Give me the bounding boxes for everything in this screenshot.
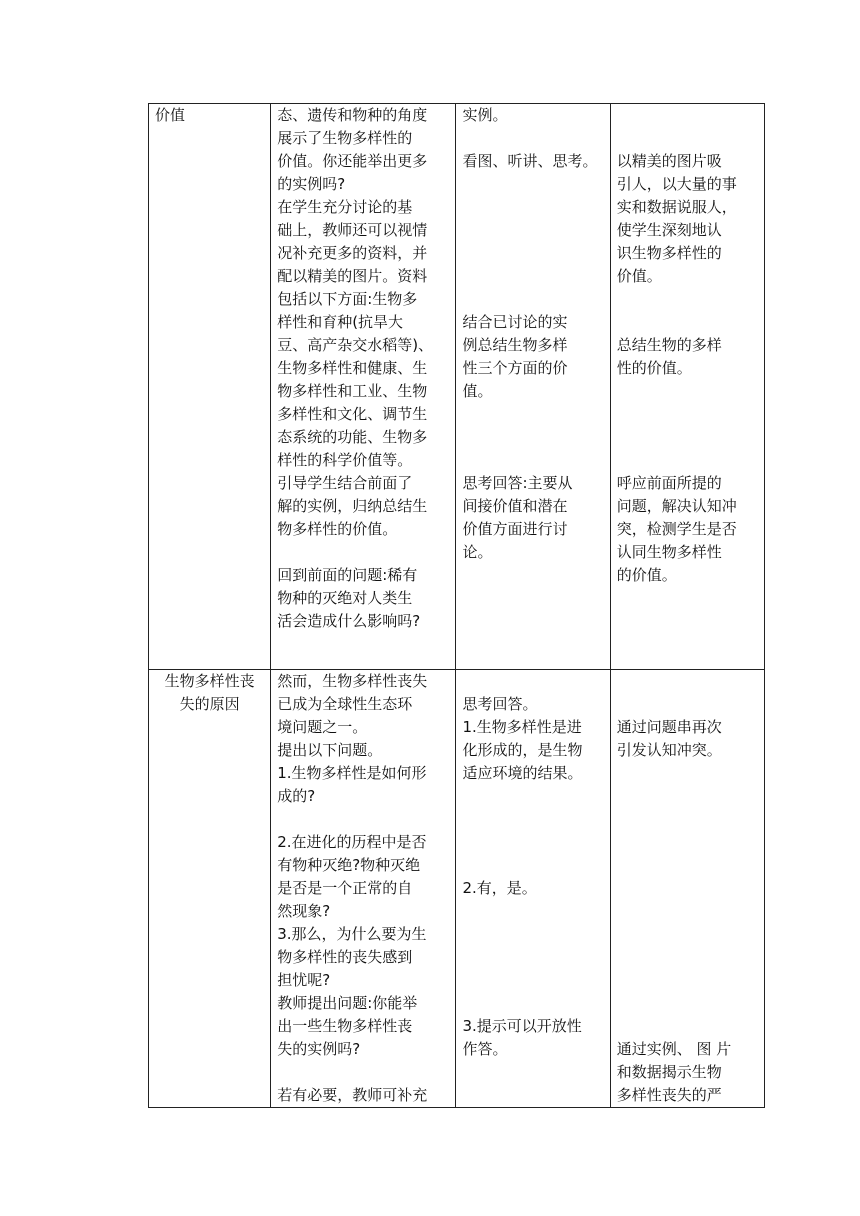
cell-text-line: 1.生物多样性是如何形 — [277, 764, 427, 782]
cell-text-line — [617, 104, 758, 127]
cell-text-line: 间接价值和潜在 — [462, 497, 568, 515]
cell-text-line: 实和数据说服人， — [616, 198, 737, 216]
cell-text-line — [462, 449, 603, 472]
cell-text-line — [462, 969, 603, 992]
cell-text-line: 1.生物多样性是进 — [462, 718, 582, 736]
cell-text-line — [617, 946, 758, 969]
cell-text-line: 引发认知冲突。 — [616, 741, 722, 759]
cell-text-line — [617, 288, 758, 311]
cell-text-line — [462, 808, 603, 831]
cell-text-line — [462, 288, 603, 311]
cell-text-line — [617, 380, 758, 403]
cell-text-line: 出一些生物多样性丧 — [277, 1017, 413, 1035]
cell-text-line: 失的实例吗? — [277, 1040, 361, 1058]
cell-text-line — [617, 426, 758, 449]
cell-text-line: 础上，教师还可以视情 — [277, 221, 428, 239]
cell-text-line — [462, 426, 603, 449]
cell-text-line — [462, 265, 603, 288]
cell-text-line: 2.在进化的历程中是否 — [277, 833, 427, 851]
cell-text-line — [617, 808, 758, 831]
cell-text-line — [617, 693, 758, 716]
cell-text-line: 包括以下方面:生物多 — [277, 290, 418, 308]
cell-text-line — [617, 877, 758, 900]
cell-text-line — [462, 219, 603, 242]
cell-text-line: 样性和育种(抗旱大 — [277, 313, 404, 331]
design-intent-cell — [610, 670, 764, 1108]
cell-text-line: 已成为全球性生态环 — [277, 695, 413, 713]
cell-text-line: 通过问题串再次 — [616, 718, 722, 736]
cell-text-line: 生物多样性和健康、生 — [277, 359, 428, 377]
cell-text-line: 3.那么，为什么要为生 — [277, 925, 427, 943]
cell-text-line: 态、遗传和物种的角度 — [277, 106, 428, 124]
cell-text-line — [462, 923, 603, 946]
cell-text-line: 况补充更多的资料，并 — [277, 244, 428, 262]
cell-text-line — [617, 449, 758, 472]
cell-text-line: 的实例吗? — [277, 175, 346, 193]
student-activity-cell — [456, 670, 610, 1108]
cell-text-line: 在学生充分讨论的基 — [277, 198, 413, 216]
cell-text-line: 教师提出问题:你能举 — [277, 994, 418, 1012]
cell-text-line: 的价值。 — [616, 566, 677, 584]
cell-text-line: 思考回答。 — [462, 695, 538, 713]
cell-text-line: 例总结生物多样 — [462, 336, 568, 354]
cell-text-line — [617, 311, 758, 334]
cell-text-line: 实例。 — [462, 106, 508, 124]
cell-text-line: 价值。 — [616, 267, 662, 285]
cell-text-line — [617, 900, 758, 923]
cell-text-line: 样性的科学价值等。 — [277, 451, 413, 469]
cell-text-line: 呼应前面所提的 — [616, 474, 722, 492]
cell-text-line: 论。 — [462, 543, 493, 561]
cell-text-line — [617, 831, 758, 854]
cell-text-line: 思考回答:主要从 — [462, 474, 573, 492]
cell-text-line: 作答。 — [462, 1040, 508, 1058]
cell-text-line — [462, 946, 603, 969]
cell-text-line — [617, 762, 758, 785]
cell-text-line: 豆、高产杂交水稻等)、 — [277, 336, 434, 354]
cell-text-line: 结合已讨论的实 — [462, 313, 568, 331]
topic-cell — [149, 670, 271, 1108]
cell-text-line: 值。 — [462, 382, 493, 400]
cell-text-line — [617, 923, 758, 946]
cell-text-line: 多样性丧失的严 — [616, 1086, 722, 1104]
cell-text-line — [462, 854, 603, 877]
cell-text-line — [617, 969, 758, 992]
cell-text-line: 物种的灭绝对人类生 — [277, 589, 413, 607]
teacher-activity-cell — [271, 670, 456, 1108]
cell-text-line — [462, 127, 603, 150]
cell-text-line: 然现象? — [277, 902, 331, 920]
cell-text-line: 物多样性和工业、生物 — [277, 382, 428, 400]
cell-text-line: 展示了生物多样性的 — [277, 129, 413, 147]
table-row — [149, 670, 765, 1108]
cell-text-line: 价值方面进行讨 — [462, 520, 568, 538]
cell-text-line: 若有必要，教师可补充 — [277, 1086, 428, 1104]
cell-text-line: 以精美的图片吸 — [616, 152, 722, 170]
cell-text-line: 看图、听讲、思考。 — [462, 152, 598, 170]
cell-text-line: 物多样性的丧失感到 — [277, 948, 413, 966]
cell-text-line: 态系统的功能、生物多 — [277, 428, 428, 446]
cell-text-line: 然而，生物多样性丧失 — [277, 672, 428, 690]
cell-text-line: 价值。你还能举出更多 — [277, 152, 428, 170]
cell-text-line — [462, 242, 603, 265]
cell-text-line: 担忧呢? — [277, 971, 331, 989]
student-activity-cell — [456, 104, 610, 670]
design-intent-cell — [610, 104, 764, 670]
cell-text-line — [277, 1061, 449, 1084]
cell-text-line: 活会造成什么影响吗? — [277, 612, 421, 630]
cell-text-line: 识生物多样性的 — [616, 244, 722, 262]
cell-text-line: 总结生物的多样 — [616, 336, 722, 354]
topic-text: 价值 — [155, 106, 186, 124]
cell-text-line: 通过实例、 图 片 — [616, 1040, 732, 1058]
cell-text-line: 使学生深刻地认 — [616, 221, 722, 239]
cell-text-line: 认同生物多样性 — [616, 543, 722, 561]
lesson-plan-table — [148, 103, 765, 1108]
cell-text-line — [617, 127, 758, 150]
cell-text-line: 2.有，是。 — [462, 879, 537, 897]
cell-text-line — [617, 785, 758, 808]
teacher-activity-cell — [271, 104, 456, 670]
cell-text-line — [617, 992, 758, 1015]
cell-text-line: 有物种灭绝?物种灭绝 — [277, 856, 421, 874]
cell-text-line — [617, 1015, 758, 1038]
cell-text-line — [462, 831, 603, 854]
cell-text-line — [462, 196, 603, 219]
cell-text-line: 是否是一个正常的自 — [277, 879, 413, 897]
cell-text-line: 解的实例，归纳总结生 — [277, 497, 428, 515]
cell-text-line: 成的? — [277, 787, 316, 805]
cell-text-line — [617, 670, 758, 693]
cell-text-line — [617, 854, 758, 877]
cell-text-line: 和数据揭示生物 — [616, 1063, 722, 1081]
topic-text: 失的原因 — [179, 695, 240, 713]
cell-text-line: 性的价值。 — [616, 359, 692, 377]
cell-text-line: 突，检测学生是否 — [616, 520, 737, 538]
cell-text-line: 性三个方面的价 — [462, 359, 568, 377]
cell-text-line: 问题，解决认知冲 — [616, 497, 737, 515]
cell-text-line: 3.提示可以开放性 — [462, 1017, 582, 1035]
cell-text-line — [617, 403, 758, 426]
cell-text-line — [462, 785, 603, 808]
cell-text-line: 回到前面的问题:稀有 — [277, 566, 418, 584]
cell-text-line — [462, 173, 603, 196]
cell-text-line — [277, 541, 449, 564]
topic-cell — [149, 104, 271, 670]
cell-text-line: 提出以下问题。 — [277, 741, 383, 759]
cell-text-line: 多样性和文化、调节生 — [277, 405, 428, 423]
cell-text-line: 适应环境的结果。 — [462, 764, 583, 782]
cell-text-line: 境问题之一。 — [277, 718, 368, 736]
cell-text-line: 配以精美的图片。资料 — [277, 267, 428, 285]
topic-text: 生物多样性丧 — [164, 672, 255, 690]
cell-text-line — [462, 670, 603, 693]
cell-text-line — [462, 900, 603, 923]
table-row — [149, 104, 765, 670]
cell-text-line: 物多样性的价值。 — [277, 520, 398, 538]
cell-text-line: 引导学生结合前面了 — [277, 474, 413, 492]
cell-text-line — [462, 992, 603, 1015]
cell-text-line: 化形成的，是生物 — [462, 741, 583, 759]
cell-text-line: 引人，以大量的事 — [616, 175, 737, 193]
cell-text-line — [462, 403, 603, 426]
cell-text-line — [277, 808, 449, 831]
